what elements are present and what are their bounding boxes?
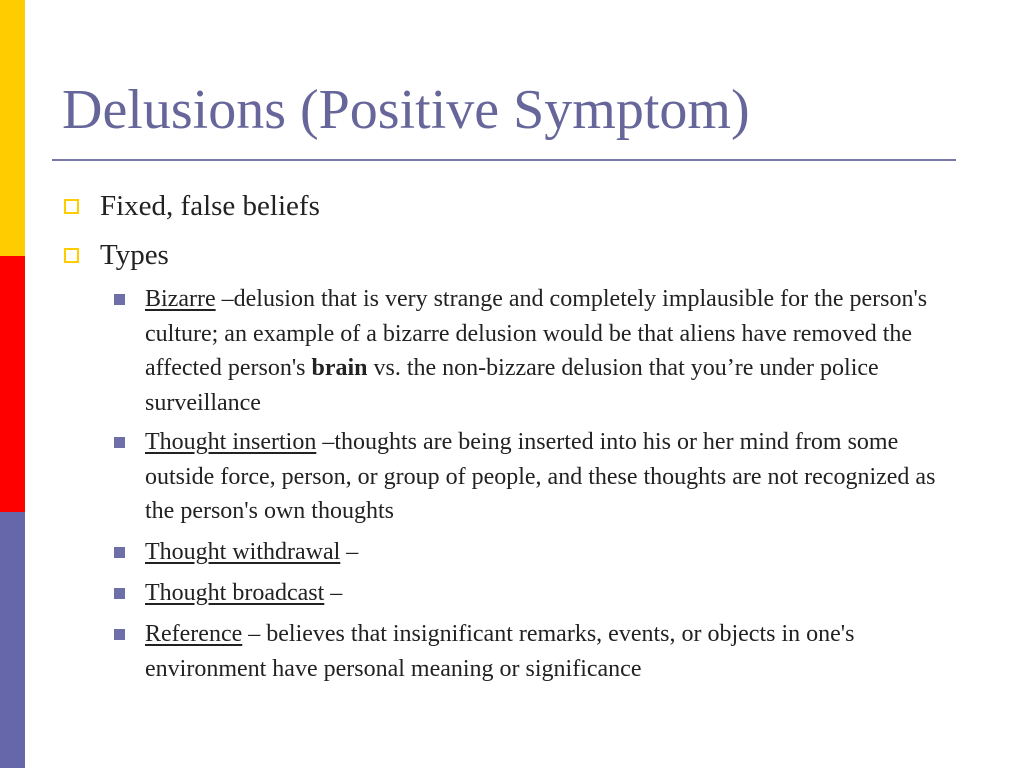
- term-reference: Reference: [145, 621, 243, 647]
- term-bizarre: Bizarre: [145, 286, 216, 312]
- type-text: –: [340, 539, 359, 565]
- filled-square-bullet-icon: [114, 294, 125, 305]
- type-text: –: [324, 580, 343, 606]
- accent-bar-purple: [0, 512, 25, 768]
- type-item-reference: [145, 617, 965, 686]
- bullet-fixed-false-beliefs: Fixed, false beliefs: [100, 190, 320, 222]
- type-item-thought-withdrawal: [145, 535, 965, 570]
- accent-bar-red: [0, 256, 25, 512]
- accent-bar-yellow: [0, 0, 25, 256]
- emphasis-brain: brain: [311, 355, 368, 381]
- term-thought-broadcast: Thought broadcast: [145, 580, 325, 606]
- term-thought-insertion: Thought insertion: [145, 429, 317, 455]
- type-text: – believes that insignificant remarks, events, or objects in one's environment have personal meaning or significance: [145, 621, 855, 682]
- type-item-bizarre: [145, 282, 965, 420]
- type-item-thought-insertion: [145, 425, 965, 529]
- filled-square-bullet-icon: [114, 437, 125, 448]
- filled-square-bullet-icon: [114, 629, 125, 640]
- square-bullet-icon: [64, 199, 79, 214]
- bullet-types: Types: [100, 239, 169, 271]
- type-text: –delusion that is very strange and completely implausible for the person's culture; an example of a bizarre delusion would be that aliens have removed the affected person's: [145, 286, 928, 381]
- filled-square-bullet-icon: [114, 588, 125, 599]
- term-thought-withdrawal: Thought withdrawal: [145, 539, 341, 565]
- title-divider: [52, 159, 956, 161]
- slide-title: Delusions (Positive Symptom): [62, 79, 750, 141]
- square-bullet-icon: [64, 248, 79, 263]
- filled-square-bullet-icon: [114, 547, 125, 558]
- type-text: –thoughts are being inserted into his or her mind from some outside force, person, or group of people, and these thoughts are not recognized as the person's own thoughts: [145, 429, 936, 524]
- type-text: vs. the non-bizzare delusion that you’re under police surveillance: [145, 355, 879, 416]
- type-item-thought-broadcast: [145, 576, 965, 611]
